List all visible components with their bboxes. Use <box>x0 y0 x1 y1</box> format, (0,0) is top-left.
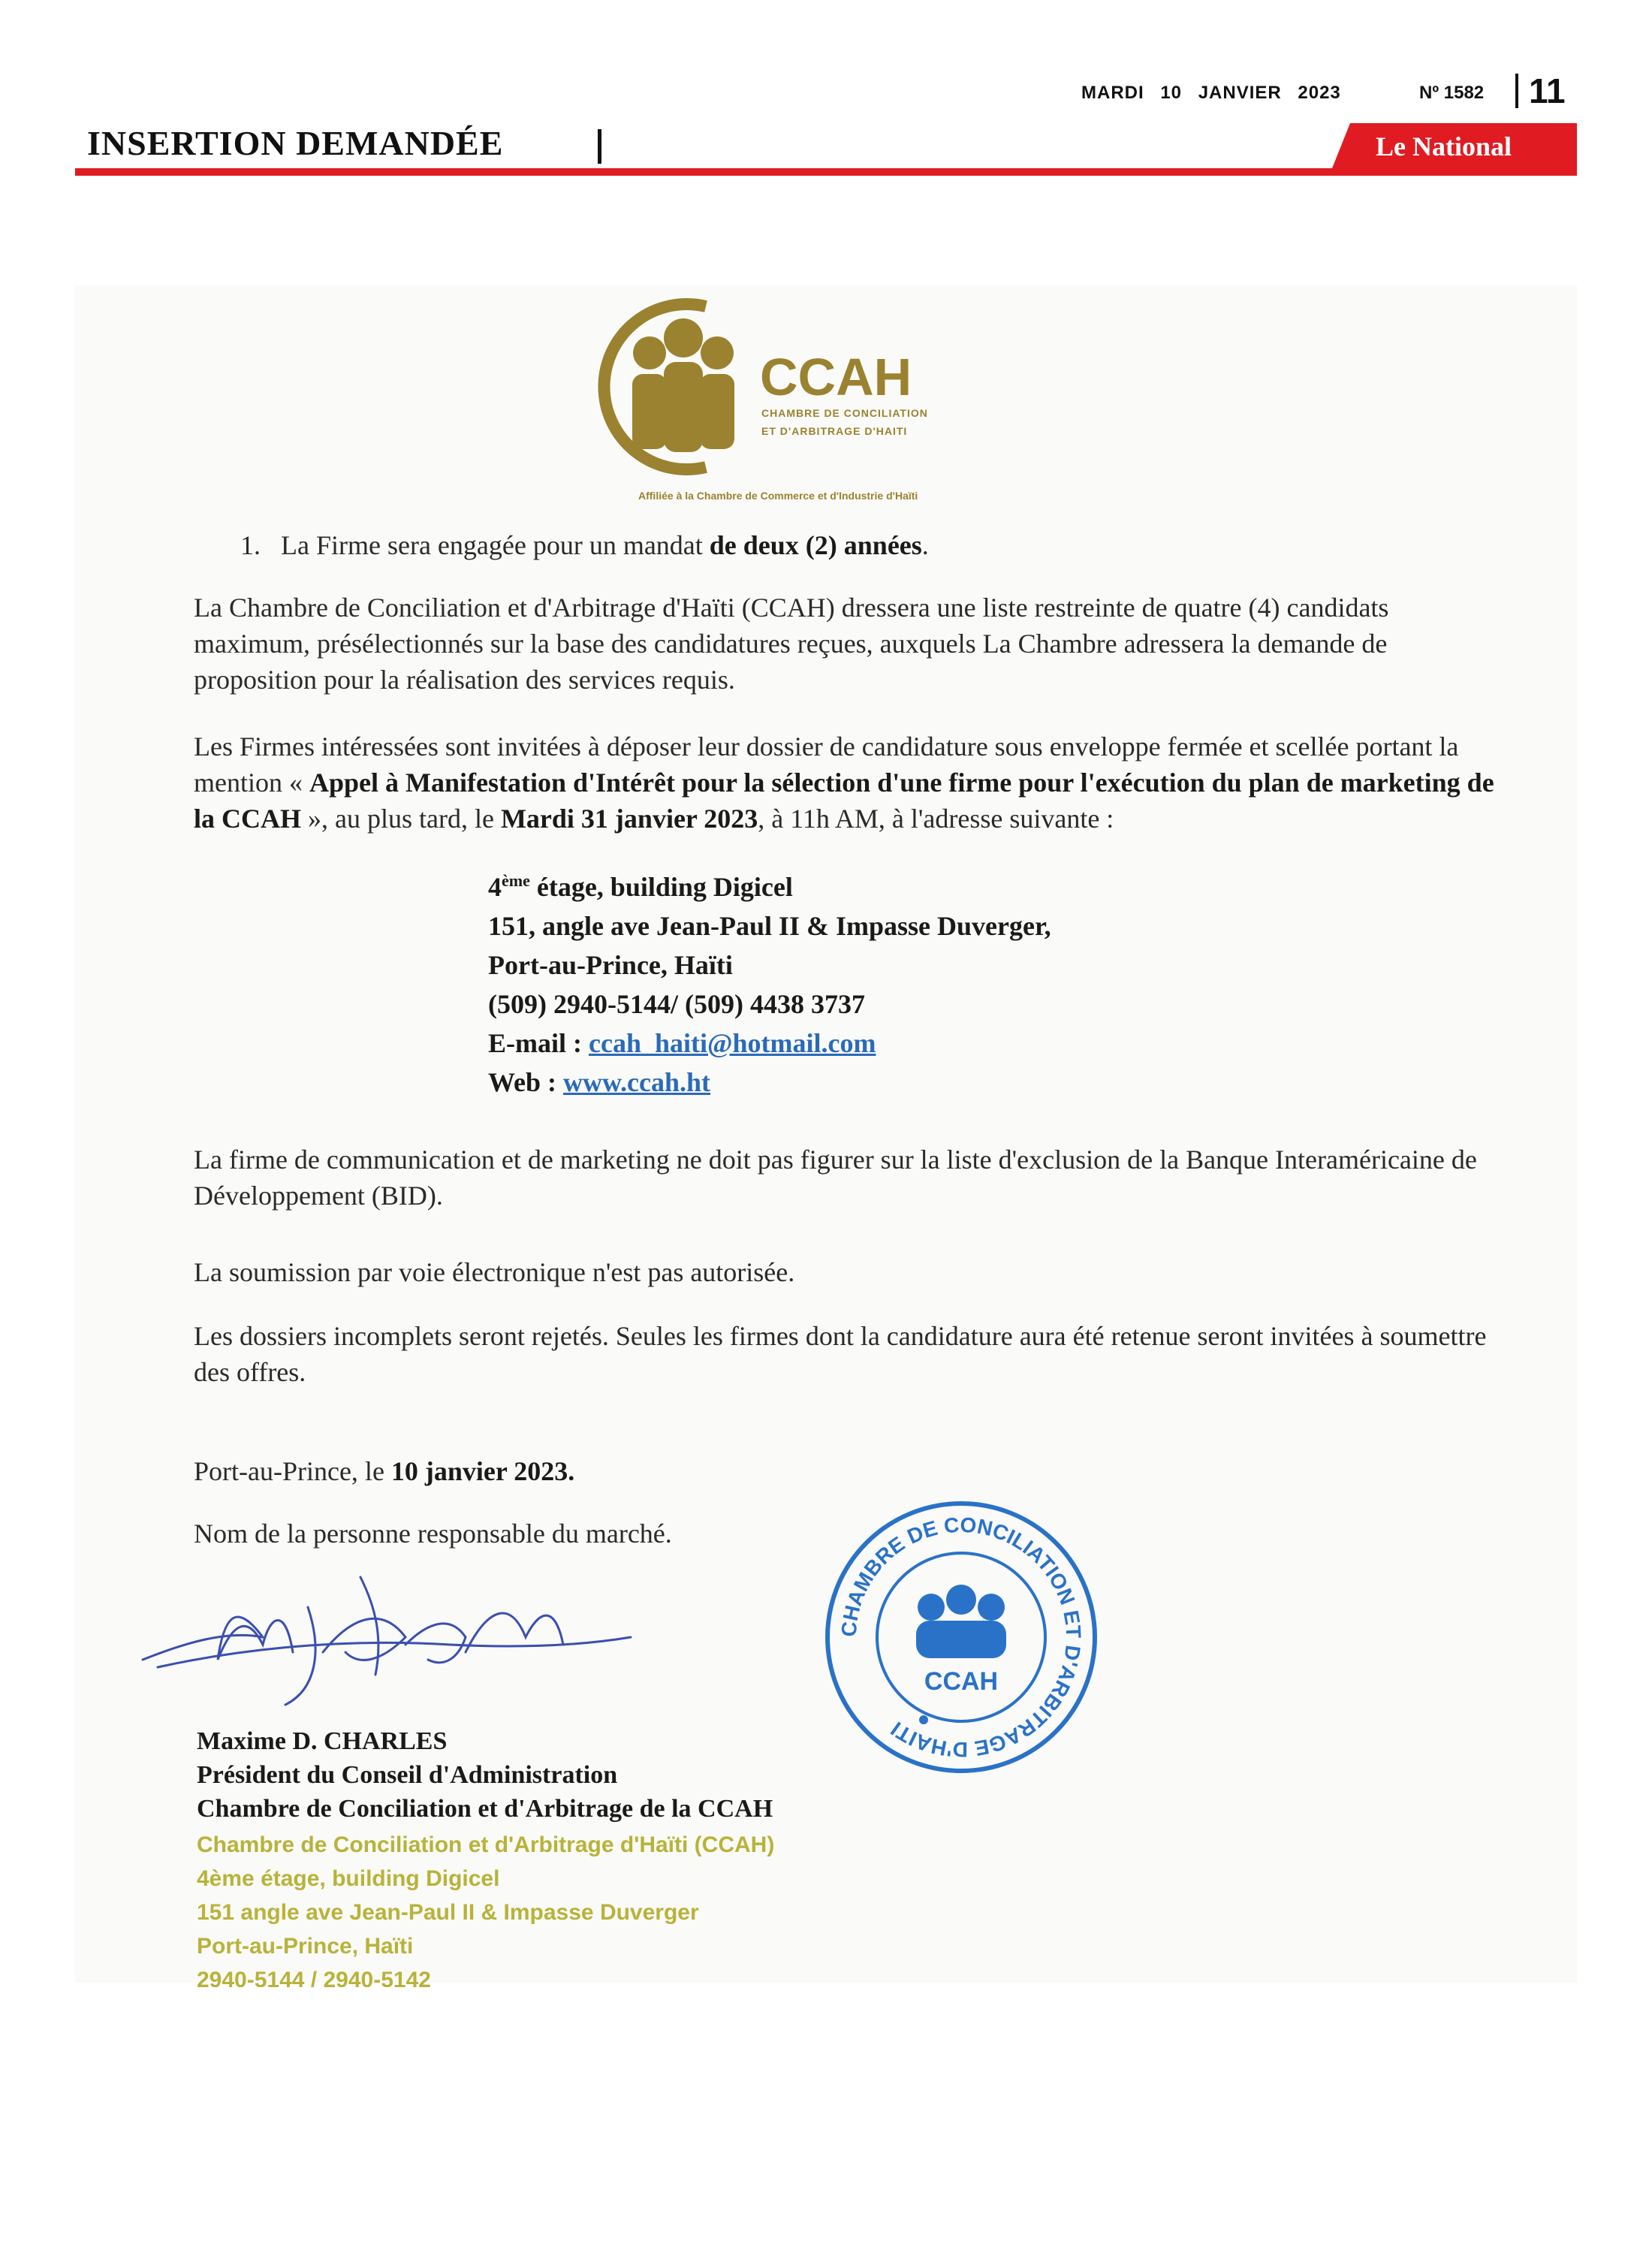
address-street: 151, angle ave Jean-Paul II & Impasse Duverger, <box>488 911 1051 941</box>
page-number: 11 <box>1529 71 1566 110</box>
letterhead-line-2: 4ème étage, building Digicel <box>197 1866 500 1891</box>
logo-line-1: CHAMBRE DE CONCILIATION <box>761 407 928 419</box>
place-date-bold: 10 janvier 2023. <box>390 1456 575 1486</box>
address-floor-sup: ème <box>502 871 530 890</box>
letterhead-line-4: Port-au-Prince, Haïti <box>197 1934 414 1959</box>
stamp-ring-text: CHAMBRE DE CONCILIATION ET D'ARBITRAGE D'HAITI <box>837 1513 1086 1762</box>
letterhead-line-3: 151 angle ave Jean-Paul II & Impasse Duverger <box>197 1900 699 1925</box>
paragraph-submission <box>194 728 1508 837</box>
section-divider <box>598 129 601 164</box>
address-web <box>488 1066 710 1098</box>
letterhead-line-5: 2940-5144 / 2940-5142 <box>197 1968 431 1987</box>
address-city: Port-au-Prince, Haïti <box>488 950 733 980</box>
para2-deadline: Mardi 31 janvier 2023 <box>500 804 758 834</box>
list-text-end: . <box>921 530 929 560</box>
signature-icon <box>135 1562 646 1712</box>
list-text: La Firme sera engagée pour un mandat <box>281 530 710 560</box>
signer-name: Maxime D. CHARLES <box>197 1727 448 1755</box>
address-floor-number: 4 <box>488 872 502 902</box>
para2-text-a: Les Firmes intéressées sont invitées à déposer leur dossier de candidature sous enveloppe fermée et scellée portant la mention « <box>194 731 1459 798</box>
logo-line-2: ET D'ARBITRAGE D'HAITI <box>761 425 908 437</box>
list-text-bold: de deux (2) années <box>709 530 922 560</box>
address-email <box>488 1027 876 1059</box>
stamp-center-text: CCAH <box>924 1667 999 1696</box>
para2-mention: Appel à Manifestation d'Intérêt pour la sélection d'une firme pour l'exécution du plan de marketing de la CCAH <box>194 768 1494 834</box>
issue-number: Nº 1582 <box>1419 83 1485 103</box>
paragraph-incomplete: Les dossiers incomplets seront rejetés. Seules les firmes dont la candidature aura été retenue seront invitées à soumettre des offres. <box>194 1321 1487 1387</box>
paragraph-exclusion: La firme de communication et de marketing ne doit pas figurer sur la liste d'exclusion de la Banque Interaméricaine de Développement (BID). <box>194 1145 1477 1211</box>
address-floor <box>488 871 793 903</box>
paragraph-shortlist: La Chambre de Conciliation et d'Arbitrage d'Haïti (CCAH) dressera une liste restreinte de quatre (4) candidats maximum, présélectionnés sur la base des candidatures reçues, auxquels La Chambre adressera la demande de proposition pour la réalisation des services requis. <box>194 593 1389 695</box>
para2-text-b: », au plus tard, le <box>301 804 501 834</box>
list-number: 1. <box>240 530 261 560</box>
issue-date: MARDI 10 JANVIER 2023 <box>1081 83 1341 103</box>
newspaper-brand: Le National <box>1376 131 1512 161</box>
web-label: Web : <box>488 1067 564 1097</box>
signer-organization: Chambre de Conciliation et d'Arbitrage de la CCAH <box>197 1795 773 1823</box>
para2-text-c: , à 11h AM, à l'adresse suivante : <box>758 804 1114 834</box>
section-title: INSERTION DEMANDÉE <box>87 124 504 162</box>
logo-acronym: CCAH <box>760 348 912 406</box>
address-phones: (509) 2940-5144/ (509) 4438 3737 <box>488 989 865 1019</box>
letterhead-line-1: Chambre de Conciliation et d'Arbitrage d'Haïti (CCAH) <box>197 1832 775 1857</box>
responsible-line: Nom de la personne responsable du marché. <box>194 1519 672 1549</box>
signer-title: Président du Conseil d'Administration <box>197 1761 618 1789</box>
email-link[interactable]: ccah_haiti@hotmail.com <box>588 1028 876 1058</box>
header-divider <box>1515 74 1518 108</box>
ccah-logo-icon <box>593 293 766 481</box>
place-date-text: Port-au-Prince, le <box>194 1456 391 1486</box>
place-date <box>194 1453 1508 1489</box>
paragraph-electronic: La soumission par voie électronique n'est pas autorisée. <box>194 1257 795 1287</box>
web-link[interactable]: www.ccah.ht <box>563 1067 711 1097</box>
email-label: E-mail : <box>488 1028 589 1058</box>
address-floor-rest: étage, building Digicel <box>529 872 793 902</box>
stamp-icon <box>818 1494 1104 1780</box>
list-item <box>240 529 929 561</box>
logo-tagline: Affiliée à la Chambre de Commerce et d'Industrie d'Haïti <box>638 490 918 502</box>
